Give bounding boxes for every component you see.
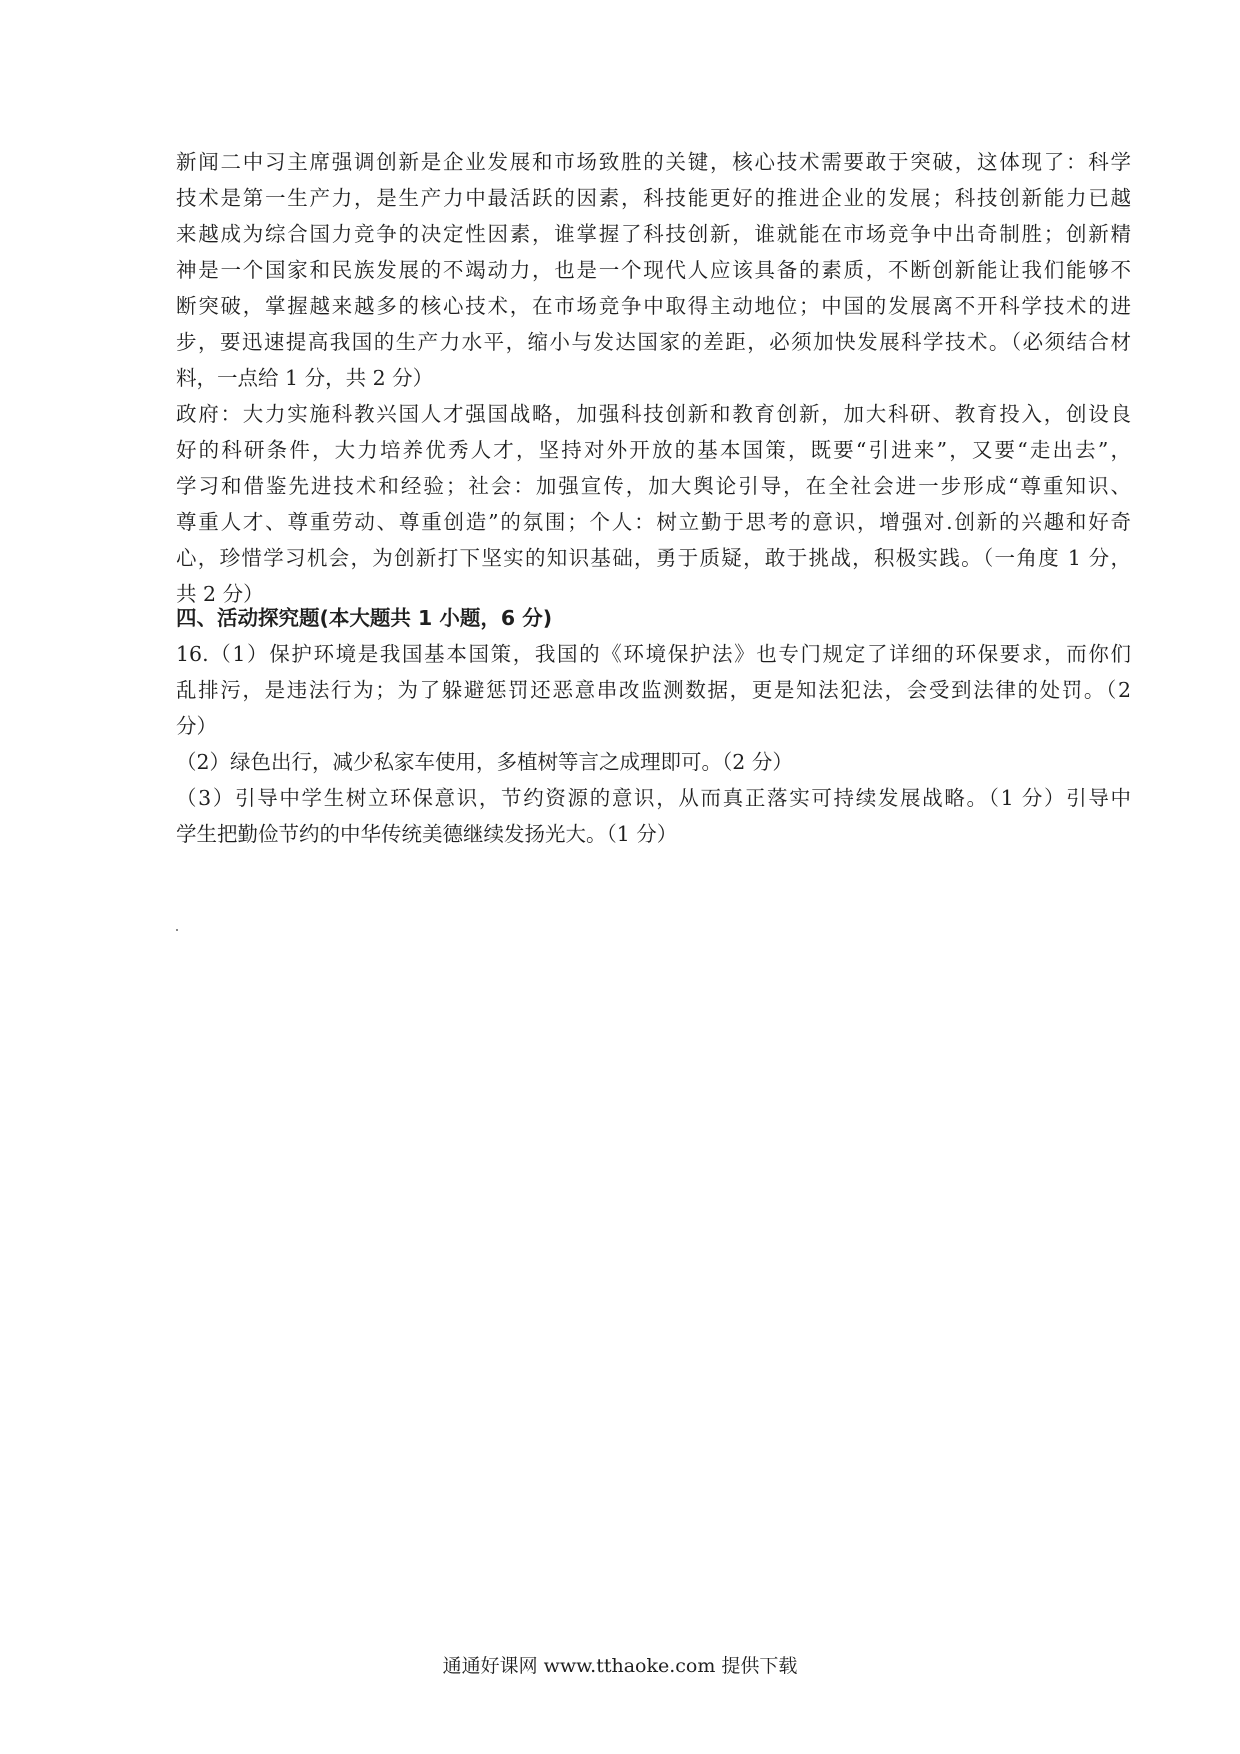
text-line: 16.（1）保护环境是我国基本国策，我国的《环境保护法》也专门规定了详细的环保要求，而你们 bbox=[176, 642, 1131, 666]
text-line: 神是一个国家和民族发展的不竭动力，也是一个现代人应该具备的素质，不断创新能让我们能够不 bbox=[176, 258, 1131, 282]
answer-15-text bbox=[176, 144, 1131, 612]
text-line: 技术是第一生产力，是生产力中最活跃的因素，科技能更好的推进企业的发展；科技创新能力已越 bbox=[176, 186, 1131, 210]
text-line: 政府：大力实施科教兴国人才强国战略，加强科技创新和教育创新，加大科研、教育投入，创设良 bbox=[176, 402, 1131, 426]
text-line: 共 2 分） bbox=[176, 582, 264, 606]
text-line: 步，要迅速提高我国的生产力水平，缩小与发达国家的差距，必须加快发展科学技术。（必须结合材 bbox=[176, 330, 1131, 354]
text-line: 好的科研条件，大力培养优秀人才，坚持对外开放的基本国策，既要“引进来”，又要“走出去”， bbox=[176, 438, 1131, 462]
text-line: 新闻二中习主席强调创新是企业发展和市场致胜的关键，核心技术需要敢于突破，这体现了：科学 bbox=[176, 150, 1131, 174]
text-line: 乱排污，是违法行为；为了躲避惩罚还恶意串改监测数据，更是知法犯法，会受到法律的处罚。（2 bbox=[176, 678, 1131, 702]
text-line: 学习和借鉴先进技术和经验；社会：加强宣传，加大舆论引导，在全社会进一步形成“尊重知识、 bbox=[176, 474, 1131, 498]
scan-speck bbox=[176, 929, 178, 931]
page-footer: 通通好课网 www.tthaoke.com 提供下载 bbox=[442, 1655, 798, 1677]
text-line: 断突破，掌握越来越多的核心技术，在市场竞争中取得主动地位；中国的发展离不开科学技术的进 bbox=[176, 294, 1131, 318]
text-line: （2）绿色出行，减少私家车使用，多植树等言之成理即可。（2 分） bbox=[176, 750, 793, 774]
answer-16-text bbox=[176, 636, 1131, 852]
section-heading: 四、活动探究题(本大题共 1 小题，6 分) bbox=[176, 606, 553, 630]
text-line: （3）引导中学生树立环保意识，节约资源的意识，从而真正落实可持续发展战略。（1 分）引导中 bbox=[176, 786, 1131, 810]
text-line: 料，一点给 1 分，共 2 分） bbox=[176, 366, 434, 390]
text-line: 来越成为综合国力竞争的决定性因素，谁掌握了科技创新，谁就能在市场竞争中出奇制胜；创新精 bbox=[176, 222, 1131, 246]
text-line: 学生把勤俭节约的中华传统美德继续发扬光大。（1 分） bbox=[176, 822, 678, 846]
text-line: 分） bbox=[176, 714, 217, 738]
text-line: 尊重人才、尊重劳动、尊重创造”的氛围；个人：树立勤于思考的意识，增强对.创新的兴趣和好奇 bbox=[176, 510, 1131, 534]
text-line: 心，珍惜学习机会，为创新打下坚实的知识基础，勇于质疑，敢于挑战，积极实践。（一角度 1 分， bbox=[176, 546, 1131, 570]
